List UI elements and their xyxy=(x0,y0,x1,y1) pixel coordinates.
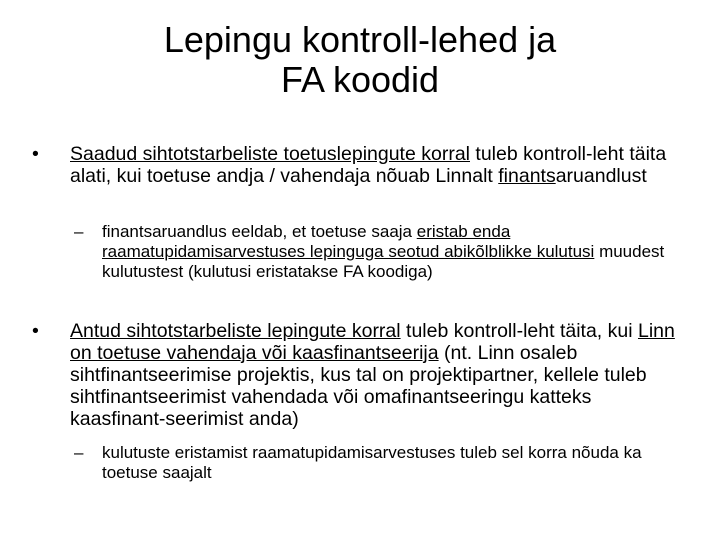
bullet-marker: • xyxy=(32,320,39,342)
sub-bullet-marker: – xyxy=(74,222,84,241)
title-line-1: Lepingu kontroll-lehed ja xyxy=(163,19,557,60)
text-segment: aruandlust xyxy=(555,165,647,187)
underlined-phrase: Linn on toetuse vahendaja või kaasfinantseerija xyxy=(70,320,675,364)
sub-text-2: kulutuste eristamist raamatupidamisarvestuses tuleb sel korra nõuda ka toetuse saajalt xyxy=(102,443,642,482)
underlined-phrase: Saadud sihtotstarbeliste toetuslepingute korral xyxy=(70,143,470,165)
bullet-item-2 xyxy=(32,320,692,430)
text-segment: tuleb kontroll-leht täita, kui xyxy=(400,320,638,342)
bullet-text-1 xyxy=(70,143,692,187)
sub-bullet-marker: – xyxy=(74,443,84,462)
title-line-2: FA koodid xyxy=(280,59,440,100)
text-segment: tuleb kontroll-leht täita alati, kui toetuse andja / vahendaja nõuab Linnalt xyxy=(70,143,667,187)
sub-item-1 xyxy=(74,222,674,282)
text-segment: (nt. Linn osaleb sihtfinantseerimise projektis, kus tal on projektipartner, kellele tuleb sihtfinantseerimist vahendada või omafinantseeringu katteks kaasfinant-seerimist anda) xyxy=(70,342,647,430)
underlined-phrase: Antud sihtotstarbeliste lepingute korral xyxy=(70,320,401,342)
bullet-marker: • xyxy=(32,143,39,165)
underlined-phrase: finants xyxy=(498,165,556,187)
slide-title xyxy=(60,20,660,100)
bullet-item-1 xyxy=(32,143,692,187)
text-segment: muudest kulutustest (kulutusi eristatakse FA koodiga) xyxy=(102,242,665,281)
text-segment: finantsaruandlus eeldab, et toetuse saaja xyxy=(102,222,417,241)
bullet-text-2 xyxy=(70,320,692,430)
sub-text-1 xyxy=(102,222,674,282)
sub-item-2 xyxy=(74,443,674,483)
underlined-phrase: eristab enda raamatupidamisarvestuses lepinguga seotud abikõlblikke kulutusi xyxy=(102,222,595,261)
